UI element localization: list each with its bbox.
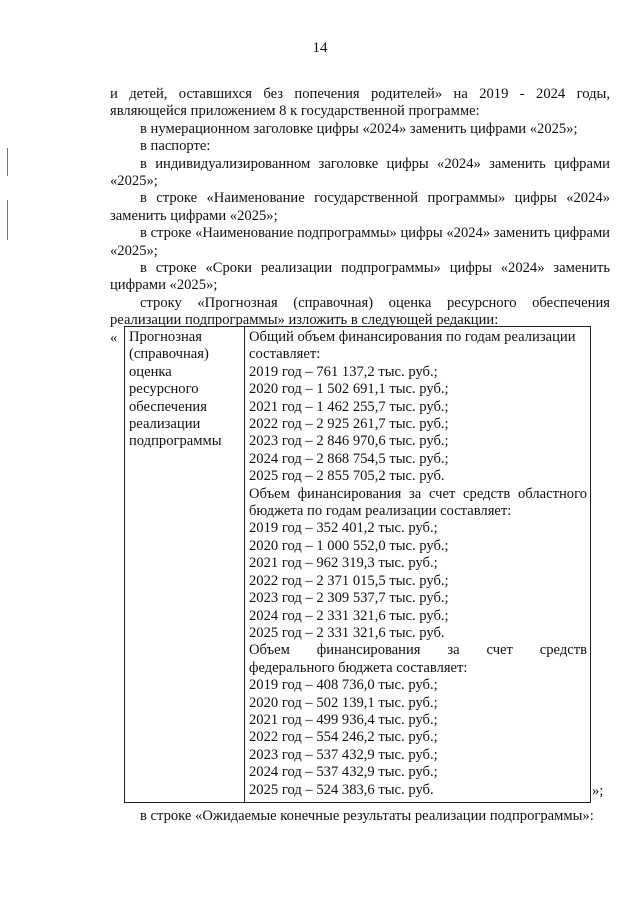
federal-year-line: 2020 год – 502 139,1 тыс. руб.;: [249, 694, 438, 711]
body-text: [110, 86, 610, 330]
paragraph-resource-estimate: строку «Прогнозная (справочная) оценка ресурсного обеспечения реализации подпрограммы» изложить в следующей редакции:: [110, 294, 610, 329]
page-number: 14: [312, 40, 328, 56]
total-year-line: 2022 год – 2 925 261,7 тыс. руб.;: [249, 416, 449, 433]
parameter-name-cell: [125, 327, 245, 803]
expected-results-text: в строке «Ожидаемые конечные результаты реализации подпрограммы»:: [140, 808, 594, 824]
margin-mark-bottom: [7, 200, 8, 240]
total-year-line: 2024 год – 2 868 754,5 тыс. руб.;: [249, 450, 449, 467]
federal-year-line: 2021 год – 499 936,4 тыс. руб.;: [249, 711, 438, 728]
regional-year-line: 2023 год – 2 309 537,7 тыс. руб.;: [249, 590, 449, 607]
total-year-line: 2021 год – 1 462 255,7 тыс. руб.;: [249, 398, 449, 415]
paragraph-expected-results: [110, 808, 610, 825]
paragraph-intro: и детей, оставшихся без попечения родителей» на 2019 - 2024 годы, являющейся приложением 8 к государственной программе:: [110, 86, 610, 120]
parameter-name-line: реализации: [129, 416, 201, 433]
parameter-name-line: обеспечения: [129, 398, 207, 415]
paragraph-individual-heading: в индивидуализированном заголовке цифры «2024» заменить цифрами «2025»;: [110, 155, 610, 190]
federal-year-line: 2019 год – 408 736,0 тыс. руб.;: [249, 677, 438, 694]
regional-year-line: 2020 год – 1 000 552,0 тыс. руб.;: [249, 537, 449, 554]
quote-close: »;: [592, 783, 604, 799]
federal-heading: Объем финансирования за счет средств: [249, 642, 587, 659]
total-year-line: 2025 год – 2 855 705,2 тыс. руб.: [249, 468, 445, 485]
parameter-name-line: ресурсного: [129, 381, 199, 398]
passport-table: [124, 326, 591, 803]
parameter-value-cell: [245, 327, 591, 803]
total-year-line: 2023 год – 2 846 970,6 тыс. руб.;: [249, 433, 449, 450]
paragraph-numbered-heading: в нумерационном заголовке цифры «2024» заменить цифрами «2025»;: [140, 120, 578, 137]
federal-year-line: 2023 год – 537 432,9 тыс. руб.;: [249, 746, 438, 763]
paragraph-passport: в паспорте:: [140, 138, 211, 155]
federal-year-line: 2024 год – 537 432,9 тыс. руб.;: [249, 764, 438, 781]
regional-year-line: 2021 год – 962 319,3 тыс. руб.;: [249, 555, 438, 572]
federal-year-line: 2025 год – 524 383,6 тыс. руб.: [249, 781, 434, 798]
regional-year-line: 2022 год – 2 371 015,5 тыс. руб.;: [249, 572, 449, 589]
parameter-name-line: (справочная): [129, 346, 209, 363]
margin-mark-top: [7, 148, 8, 176]
regional-heading: Объем финансирования за счет средств областного: [249, 485, 587, 502]
federal-year-line: 2022 год – 554 246,2 тыс. руб.;: [249, 729, 438, 746]
federal-heading: федерального бюджета составляет:: [249, 659, 468, 676]
regional-heading: бюджета по годам реализации составляет:: [249, 503, 512, 520]
regional-year-line: 2024 год – 2 331 321,6 тыс. руб.;: [249, 607, 449, 624]
regional-year-line: 2025 год – 2 331 321,6 тыс. руб.: [249, 624, 445, 641]
parameter-name-line: подпрограммы: [129, 433, 222, 450]
quote-open: «: [110, 330, 118, 346]
parameter-name-line: Прогнозная: [129, 329, 202, 345]
paragraph-subprogram-terms: в строке «Сроки реализации подпрограммы» цифры «2024» заменить цифрами «2025»;: [110, 260, 610, 294]
total-heading: Общий объем финансирования по годам реализации: [249, 329, 576, 345]
paragraph-subprogram-name: в строке «Наименование подпрограммы» цифры «2024» заменить цифрами «2025»;: [110, 225, 610, 259]
total-heading: составляет:: [249, 346, 321, 363]
paragraph-program-name: в строке «Наименование государственной программы» цифры «2024» заменить цифрами «2025»;: [110, 190, 610, 224]
parameter-name-line: оценка: [129, 363, 172, 380]
total-year-line: 2020 год – 1 502 691,1 тыс. руб.;: [249, 381, 449, 398]
regional-year-line: 2019 год – 352 401,2 тыс. руб.;: [249, 520, 438, 537]
total-year-line: 2019 год – 761 137,2 тыс. руб.;: [249, 363, 438, 380]
table-row: [125, 327, 591, 803]
